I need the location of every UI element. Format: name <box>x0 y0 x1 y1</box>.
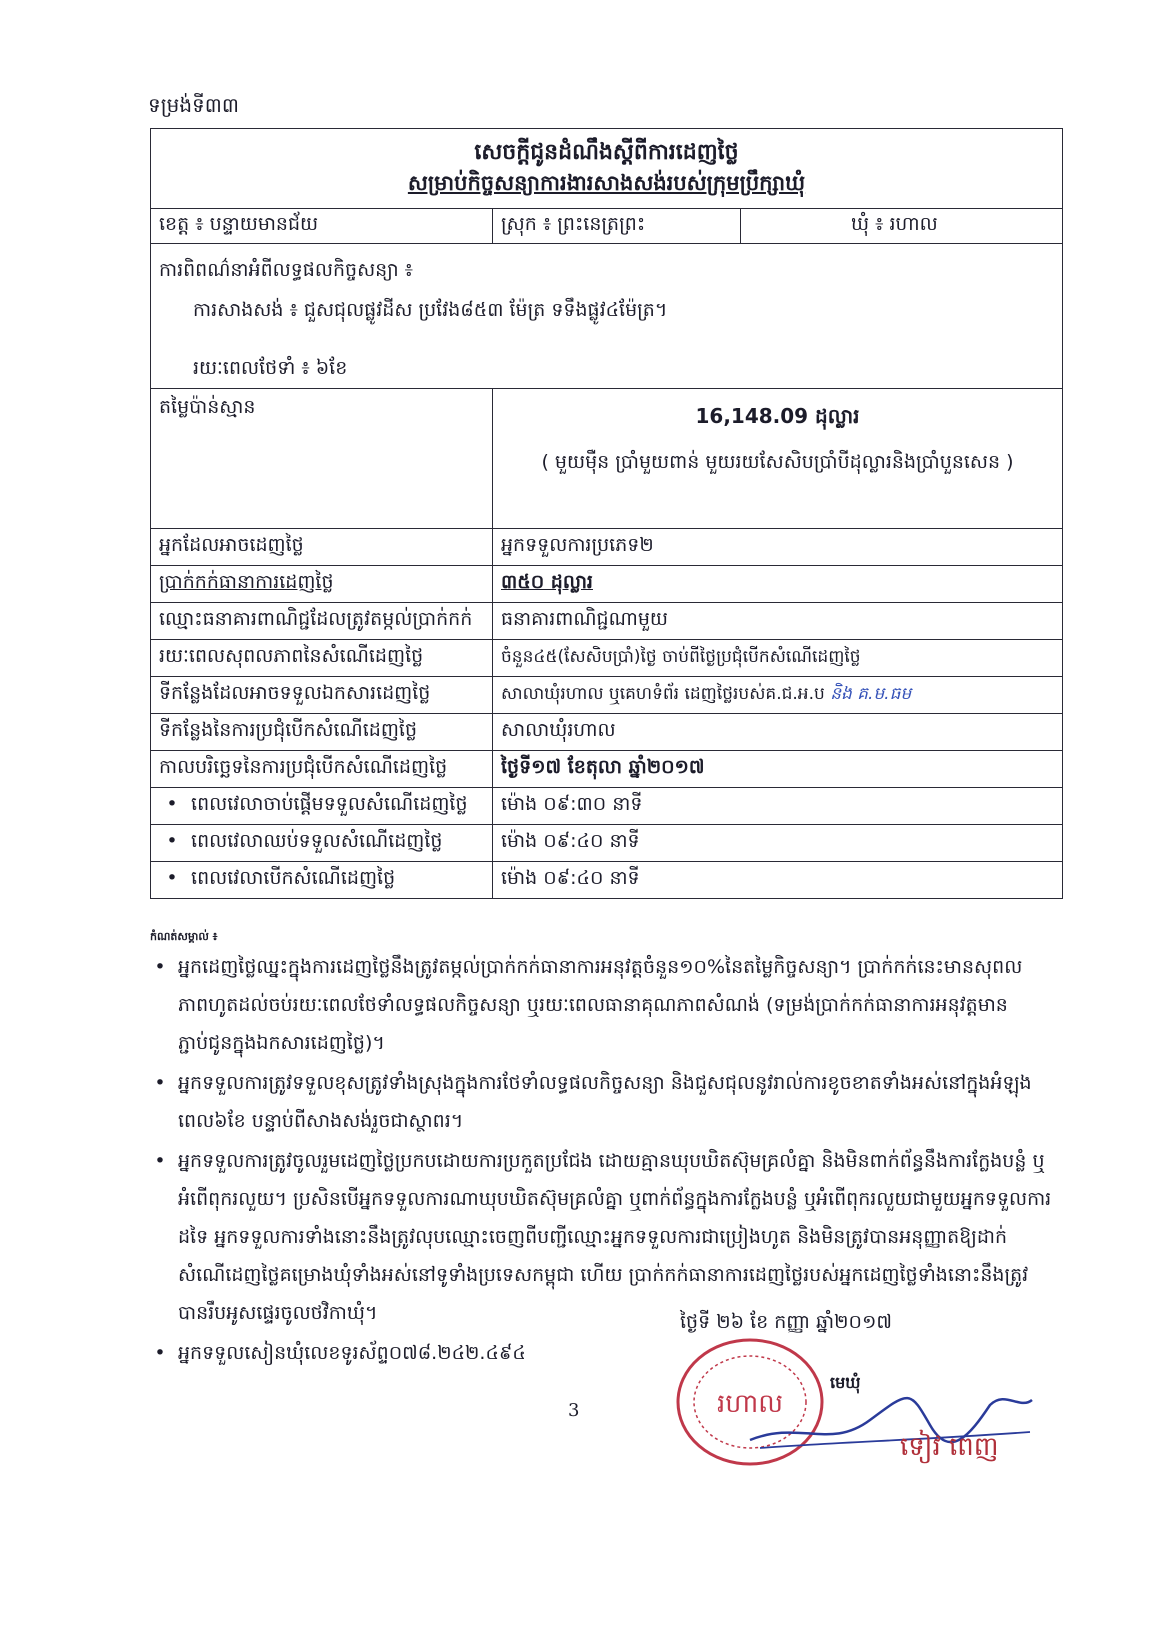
bullet-icon: • <box>154 1150 166 1172</box>
bullet-icon: • <box>154 956 166 978</box>
construction-text: ការសាងសង់ ៖ ជួសជុលផ្លូវដីស ប្រវែង៨៥៣ ម៉ែត្រ ទទឹងផ្លូវ៤ម៉ែត្រ។ <box>193 299 668 321</box>
note-item <box>150 1064 1062 1140</box>
commune-label: ឃុំ ៖ រហាល <box>851 213 938 235</box>
signature-area <box>640 1310 1060 1510</box>
documents-value-cell <box>493 677 1063 714</box>
info-row-eligible <box>151 529 1063 566</box>
price-row <box>151 389 1063 529</box>
deposit-label: ប្រាក់កក់ធានាការដេញថ្លៃ <box>151 566 493 603</box>
time-open-label: ពេលវេលាបើកសំណើដេញថ្លៃ <box>191 867 396 889</box>
note-text: អ្នកទទួលសៀនឃុំលេខទូរស័ព្ទ០៧៨.២៤២.៤៩៤ <box>178 1342 526 1364</box>
documents-value: សាលាឃុំរហាល ឬគេហទំព័រ ដេញថ្លៃរបស់គ.ជ.អ.ប <box>501 683 825 704</box>
signatory-role: មេឃុំ <box>830 1373 861 1392</box>
description-heading: ការពិពណ៌នាអំពីលទ្ធផលកិច្ចសន្យា ៖ <box>159 259 414 281</box>
province-cell: ខេត្ត ៖ បន្ទាយមានជ័យ <box>151 209 493 244</box>
tender-notice-table <box>150 128 1063 899</box>
page-number: 3 <box>568 1400 580 1421</box>
time-stop-label: ពេលវេលាឈប់ទទួលសំណើដេញថ្លៃ <box>191 830 443 852</box>
signature-date: ថ្ងៃទី ២៦ ខែ កញ្ញា ឆ្នាំ២០១៧ <box>680 1311 892 1333</box>
info-row-venue <box>151 714 1063 751</box>
signatory-name: ទៀវ ពេញ <box>900 1432 999 1462</box>
location-row <box>151 209 1063 244</box>
bullet-icon: • <box>166 830 178 852</box>
footnote-label: កំណត់សម្គាល់ ៖ <box>150 930 218 943</box>
price-label: តម្លៃប៉ាន់ស្មាន <box>151 389 493 529</box>
time-start-value: ម៉ោង ០៩:៣០ នាទី <box>493 788 1063 825</box>
note-item <box>150 948 1062 1062</box>
deposit-value: ៣៥០ ដុល្លារ <box>493 566 1063 603</box>
date-label: កាលបរិច្ឆេទនៃការប្រជុំបើកសំណើដេញថ្លៃ <box>151 751 493 788</box>
venue-label: ទីកន្លែងនៃការប្រជុំបើកសំណើដេញថ្លៃ <box>151 714 493 751</box>
info-row-validity <box>151 640 1063 677</box>
info-row-date <box>151 751 1063 788</box>
description-cell <box>151 244 1063 389</box>
price-value-cell <box>493 389 1063 529</box>
info-row-documents <box>151 677 1063 714</box>
time-row-stop <box>151 825 1063 862</box>
info-row-deposit <box>151 566 1063 603</box>
validity-value: ចំនួន៤៥(សែសិបប្រាំ)ថ្ងៃ ចាប់ពីថ្ងៃប្រជុំបើកសំណើដេញថ្លៃ <box>493 640 1063 677</box>
notice-subtitle: សម្រាប់កិច្ចសន្យាការងារសាងសង់របស់ក្រុមប្រឹក្សាឃុំ <box>407 171 806 195</box>
title-row <box>151 129 1063 209</box>
bank-value: ធនាគារពាណិជ្ជណាមួយ <box>493 603 1063 640</box>
time-row-open <box>151 862 1063 899</box>
time-open-value: ម៉ោង ០៩:៤០ នាទី <box>493 862 1063 899</box>
venue-value: សាលាឃុំរហាល <box>493 714 1063 751</box>
maintenance-duration: រយៈពេលថែទាំ ៖ ៦ខែ <box>193 357 348 379</box>
validity-label: រយៈពេលសុពលភាពនៃសំណើដេញថ្លៃ <box>151 640 493 677</box>
time-stop-value: ម៉ោង ០៩:៤០ នាទី <box>493 825 1063 862</box>
bullet-icon: • <box>154 1072 166 1094</box>
district-cell: ស្រុក ៖ ព្រះនេត្រព្រះ <box>493 209 741 244</box>
time-open-label-cell <box>151 862 493 899</box>
time-stop-label-cell <box>151 825 493 862</box>
notice-title: សេចក្តីជូនដំណឹងស្តីពីការដេញថ្លៃ <box>474 140 739 165</box>
bullet-icon: • <box>166 867 178 889</box>
note-text: អ្នកទទួលការត្រូវទទួលខុសត្រូវទាំងស្រុងក្នុងការថែទាំលទ្ធផលកិច្ចសន្យា និងជួសជុលនូវរាល់ការខូចខាតទាំងអស់នៅក្នុងអំឡុងពេល៦ខែ បន្ទាប់ពីសាងសង់រួចជាស្ថាពរ។ <box>178 1072 1032 1132</box>
time-row-start <box>151 788 1063 825</box>
bullet-icon: • <box>166 793 178 815</box>
note-item <box>150 1142 1062 1332</box>
seal-text: រហាល <box>716 1389 784 1419</box>
title-cell <box>151 129 1063 209</box>
time-start-label-cell <box>151 788 493 825</box>
documents-label: ទីកន្លែងដែលអាចទទួលឯកសារដេញថ្លៃ <box>151 677 493 714</box>
handwritten-addition: និង គ.ម.ធម <box>830 683 912 704</box>
price-in-words: ( មួយម៉ឺន ប្រាំមួយពាន់ មួយរយសែសិបប្រាំបីដុល្លារនិងប្រាំបួនសេន ) <box>541 451 1014 473</box>
date-value: ថ្ងៃទី១៧ ខែតុលា ឆ្នាំ២០១៧ <box>493 751 1063 788</box>
info-row-bank <box>151 603 1063 640</box>
form-number: ទម្រង់ទី៣៣ <box>148 93 239 117</box>
price-amount: 16,148.09 ដុល្លារ <box>695 404 860 428</box>
note-text: អ្នកទទួលការត្រូវចូលរួមដេញថ្លៃប្រកបដោយការប្រកួតប្រជែង ដោយគ្មានឃុបឃិតស៊ុមគ្រលំគ្នា និងមិនពាក់ព័ន្ធនឹងការក្លែងបន្លំ ឬអំពើពុករលួយ។ ប្រសិនបើអ្នកទទួលការណាឃុបឃិតស៊ុមគ្រលំគ្នា ឬពាក់ព័ន្ធក្នុងការក្លែងបន្លំ ឬអំពើពុករលួយជាមួយអ្នកទទួលការដទៃ អ្នកទទួលការទាំងនោះនឹងត្រូវលុបឈ្មោះចេញពីបញ្ជីឈ្មោះអ្នកទទួលការជាប្រៀងហូត និងមិនត្រូវបានអនុញ្ញាតឱ្យដាក់សំណើដេញថ្លៃគម្រោងឃុំទាំងអស់នៅទូទាំងប្រទេសកម្ពុជា ហើយ ប្រាក់កក់ធានាការដេញថ្លៃរបស់អ្នកដេញថ្លៃទាំងនោះនឹងត្រូវបានរឹបអូសផ្ទេរចូលថវិកាឃុំ។ <box>178 1150 1052 1324</box>
description-row <box>151 244 1063 389</box>
eligible-label: អ្នកដែលអាចដេញថ្លៃ <box>151 529 493 566</box>
note-text: អ្នកដេញថ្លៃឈ្នះក្នុងការដេញថ្លៃនឹងត្រូវតម្កល់ប្រាក់កក់ធានាការអនុវត្តចំនួន១០%នៃតម្លៃកិច្ចសន្យា។ ប្រាក់កក់នេះមានសុពលភាពហូតដល់ចប់រយៈពេលថែទាំលទ្ធផលកិច្ចសន្យា ឬរយៈពេលធានាគុណភាពសំណង់ (ទម្រង់ប្រាក់កក់ធានាការអនុវត្តមានភ្ជាប់ជូនក្នុងឯកសារដេញថ្លៃ)។ <box>178 956 1023 1054</box>
bullet-icon: • <box>154 1342 166 1364</box>
eligible-value: អ្នកទទួលការប្រភេទ២ <box>493 529 1063 566</box>
commune-cell <box>741 209 1063 244</box>
bank-label: ឈ្មោះធនាគារពាណិជ្ជដែលត្រូវតម្កល់ប្រាក់កក់ <box>151 603 493 640</box>
time-start-label: ពេលវេលាចាប់ផ្តើមទទួលសំណើដេញថ្លៃ <box>191 793 468 815</box>
